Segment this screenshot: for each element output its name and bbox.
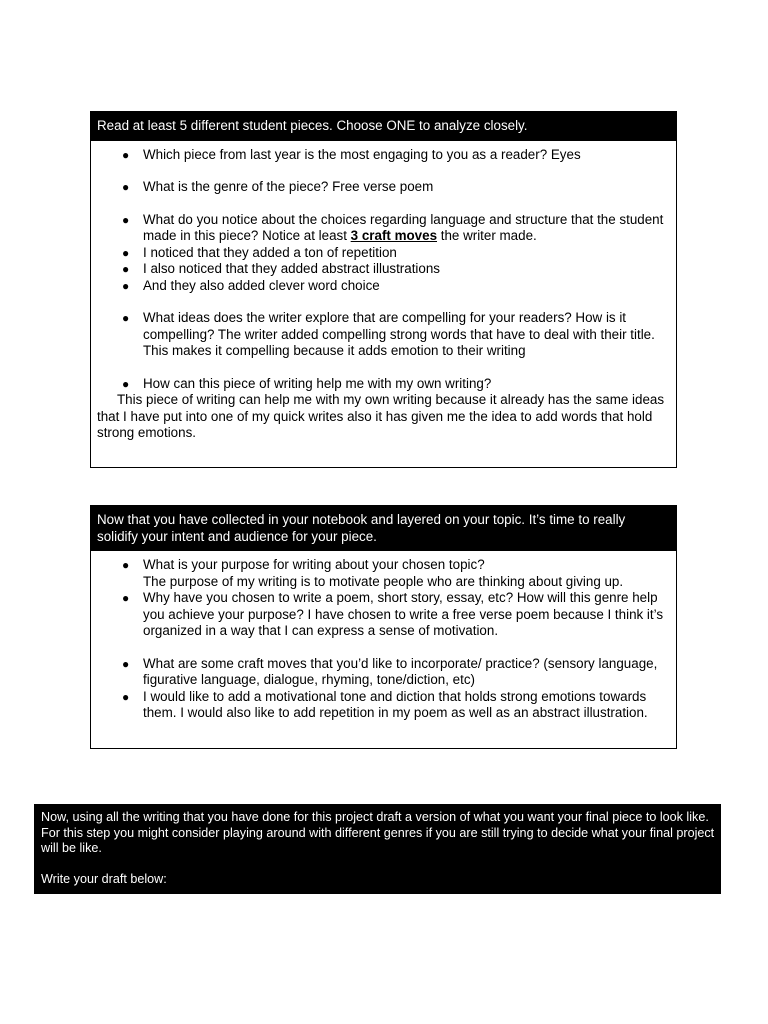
bullet-icon: ● <box>122 376 130 391</box>
bullet-icon: ● <box>122 180 130 194</box>
question-engaging-piece: ● Which piece from last year is the most engaging to you as a reader? Eyes <box>122 146 581 162</box>
intent-audience-box <box>90 505 677 749</box>
purpose-answer: The purpose of my writing is to motivate people who are thinking about giving up. <box>143 573 624 589</box>
craft-moves-emphasis: 3 craft moves <box>350 228 438 243</box>
question-purpose: ● What is your purpose for writing about your chosen topic? <box>122 557 485 572</box>
question-craft-practice: ● What are some craft moves that you’d like to incorporate/ practice? (sensory language, figurative language, dialogue, rhyming, tone/diction, etc) <box>122 655 658 687</box>
intent-header: Now that you have collected in your notebook and layered on your topic. It’s time to really solidify your intent and audience for your piece. <box>91 506 676 551</box>
intent-question-list <box>97 557 670 722</box>
analysis-body <box>91 141 676 442</box>
bullet-icon: ● <box>122 689 130 704</box>
student-pieces-analysis-box <box>90 111 677 468</box>
bullet-icon: ● <box>122 212 130 227</box>
notice-item-repetition: ● I noticed that they added a ton of repetition <box>122 244 397 260</box>
notice-item-illustrations: ● I also noticed that they added abstract illustrations <box>122 261 441 276</box>
final-draft-instructions <box>34 804 721 894</box>
bullet-icon: ● <box>122 262 130 276</box>
question-genre-choice: ● Why have you chosen to write a poem, short story, essay, etc? How will this genre help you achieve your purpose? I have chosen to write a free verse poem because I think it’s organized in a way that I can express a sense of motivation. <box>122 590 664 638</box>
bullet-icon: ● <box>122 558 130 572</box>
analysis-header: Read at least 5 different student pieces. Choose ONE to analyze closely. <box>91 112 676 141</box>
notice-item-word-choice: ● And they also added clever word choice <box>122 277 380 293</box>
bullet-icon: ● <box>122 147 130 162</box>
final-instructions-text: Now, using all the writing that you have done for this project draft a version of what you want your final piece to look like. For this step you might consider playing around with different genres if you are still trying to decide what your final project will be like. <box>41 810 715 855</box>
analysis-question-list <box>97 147 670 393</box>
bullet-icon: ● <box>122 245 130 260</box>
craft-practice-answer: ● I would like to add a motivational tone and diction that holds strong emotions towards them. I would also like to add repetition in my poem as well as an abstract illustration. <box>122 688 648 720</box>
bullet-icon: ● <box>122 311 130 325</box>
draft-prompt: Write your draft below: <box>41 872 167 886</box>
question-craft-moves: ● What do you notice about the choices regarding language and structure that the student made in this piece? Notice at least 3 craft moves the writer made. <box>122 211 664 243</box>
bullet-icon: ● <box>122 591 130 605</box>
question-help-own-writing: ● How can this piece of writing help me with my own writing? <box>122 375 492 391</box>
help-own-writing-answer: This piece of writing can help me with my own writing because it already has the same ideas that I have put into one of my quick writes also it has given me the idea to add words that hold strong emotions. <box>97 392 665 440</box>
question-compelling-ideas: ● What ideas does the writer explore that are compelling for your readers? How is it compelling? The writer added compelling strong words that have to deal with their title. This makes it compelling because it adds emotion to their writing <box>122 310 655 358</box>
bullet-icon: ● <box>122 656 130 671</box>
bullet-icon: ● <box>122 278 130 293</box>
question-genre: ● What is the genre of the piece? Free verse poem <box>122 179 434 194</box>
intent-body <box>91 551 676 722</box>
